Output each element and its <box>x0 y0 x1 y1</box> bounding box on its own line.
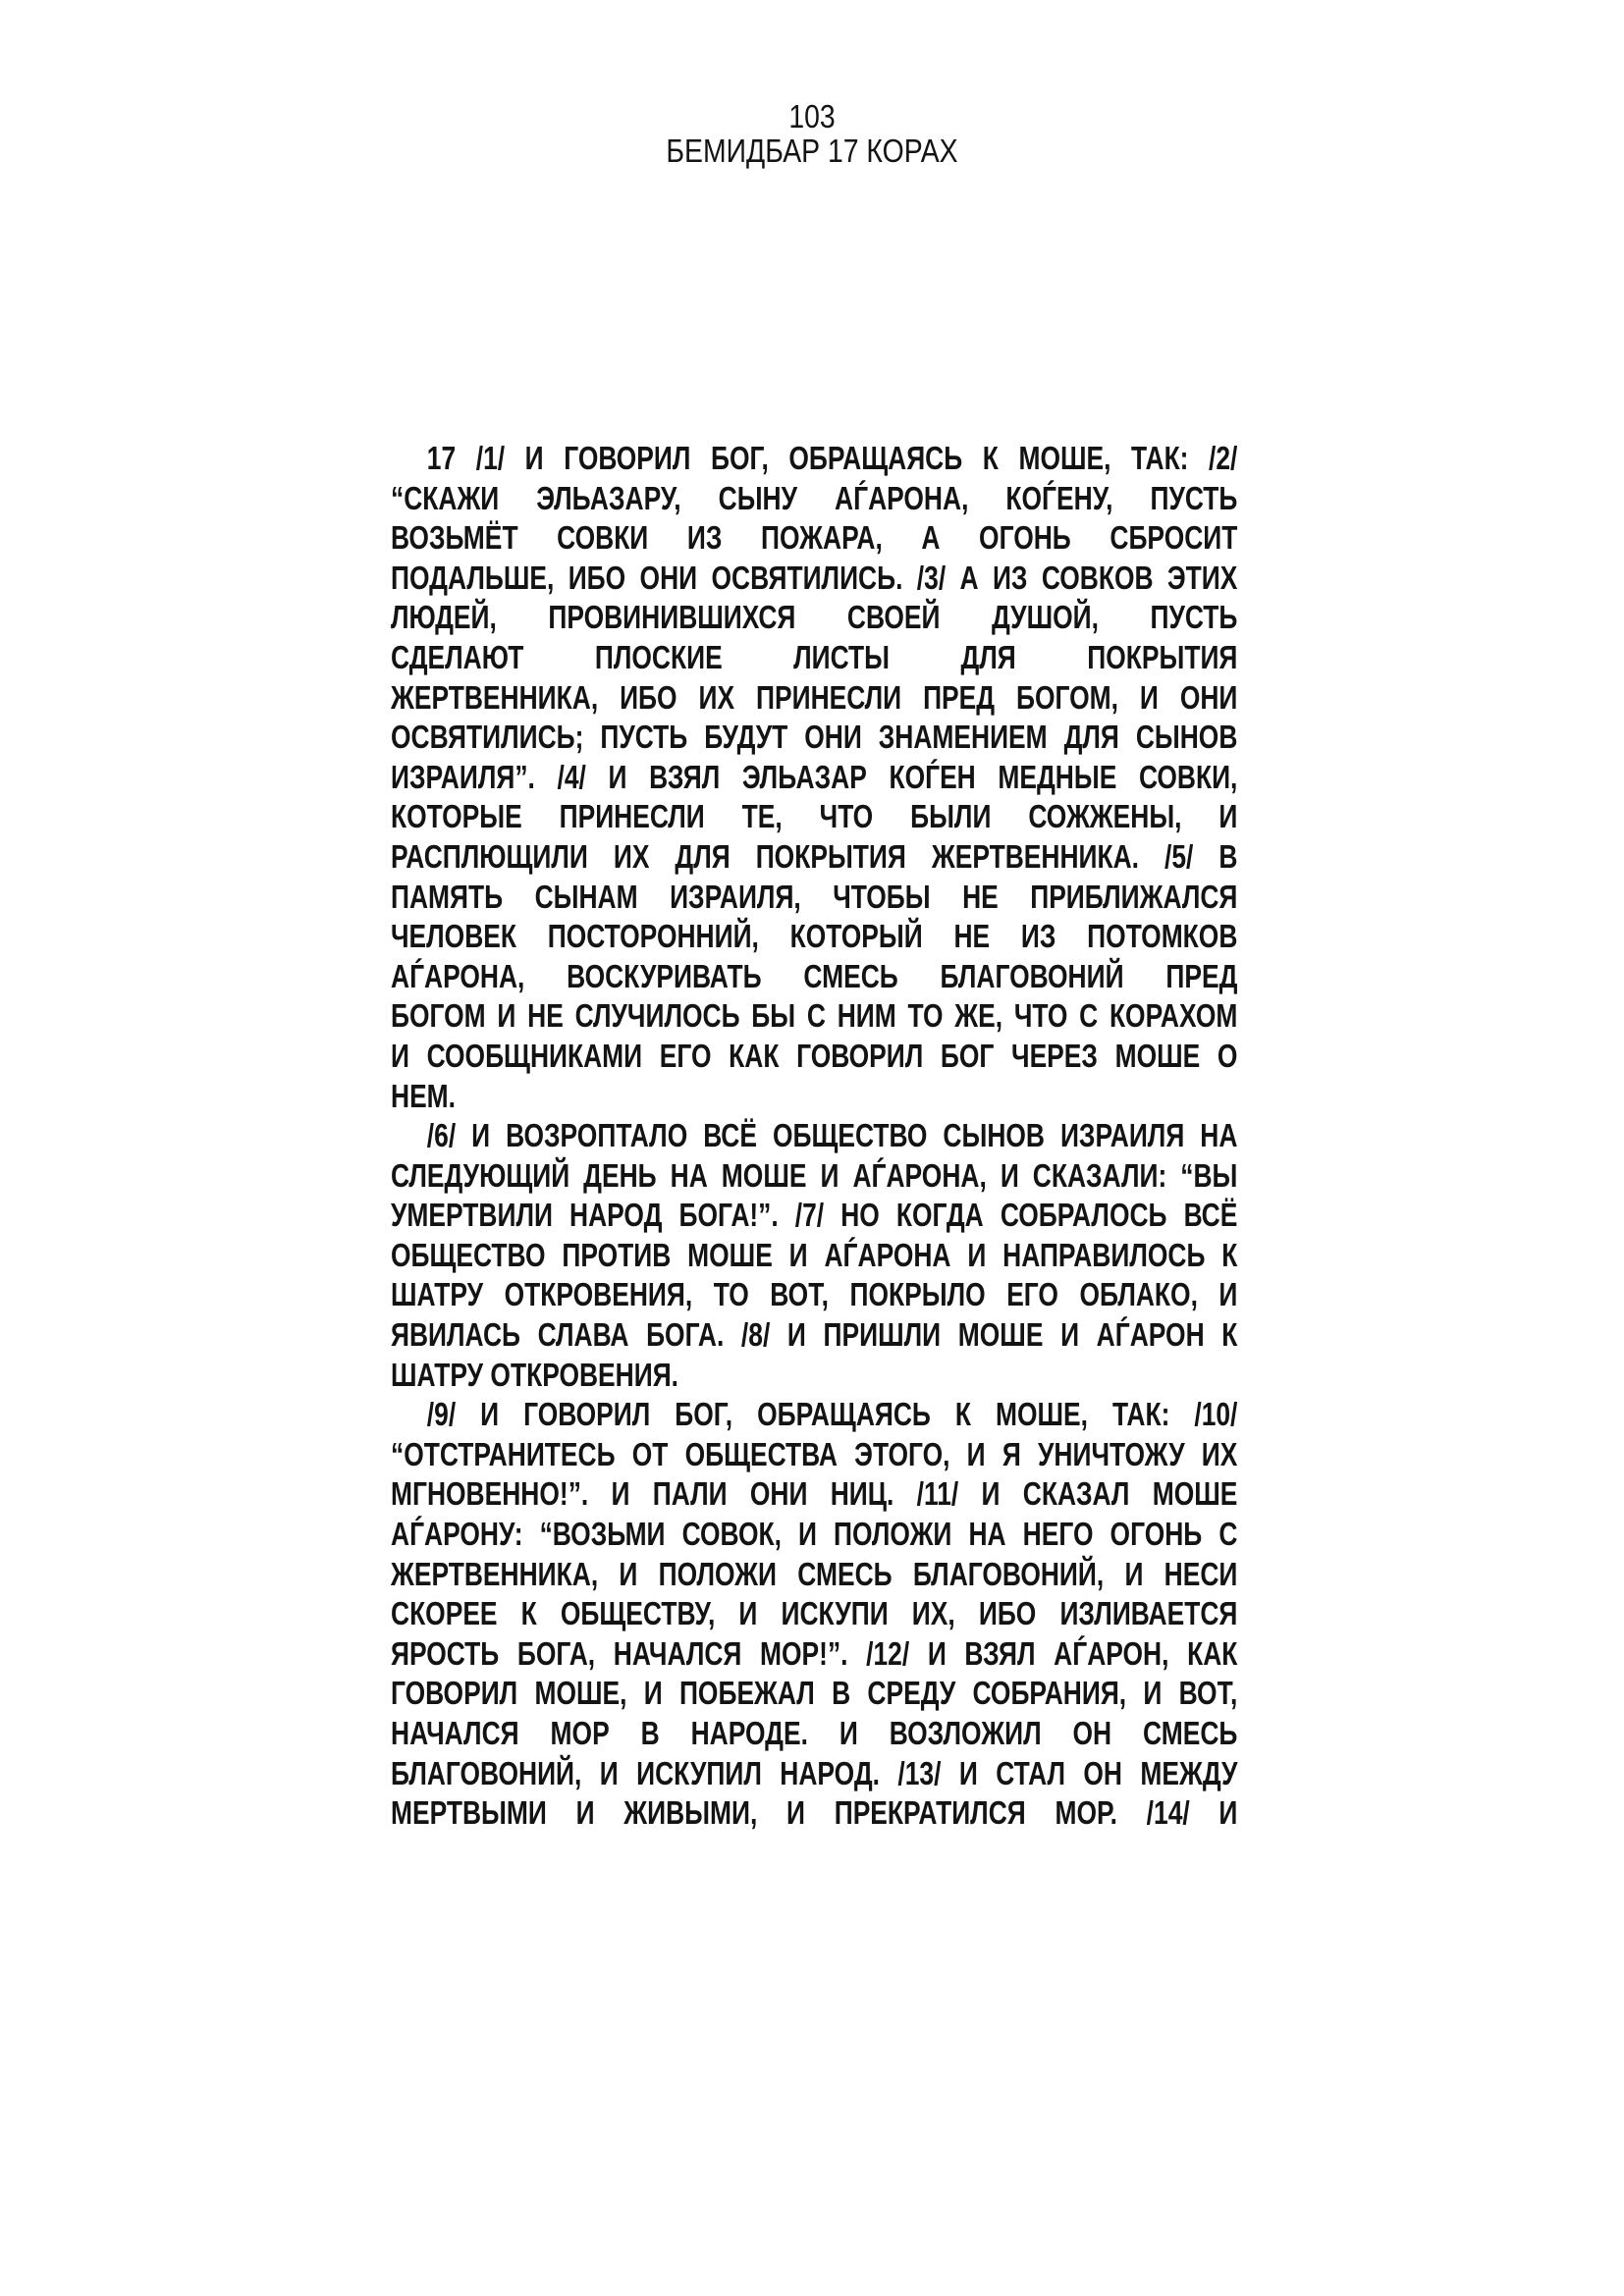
text-line: ПОДАЛЬШЕ, ИБО ОНИ ОСВЯТИЛИСЬ. /3/ А ИЗ СОВКОВ ЭТИХ <box>391 559 1238 596</box>
text-line: СКОРЕЕ К ОБЩЕСТВУ, И ИСКУПИ ИХ, ИБО ИЗЛИВАЕТСЯ <box>391 1595 1238 1632</box>
text-line: НЕМ. <box>391 1077 456 1114</box>
text-line: ОСВЯТИЛИСЬ; ПУСТЬ БУДУТ ОНИ ЗНАМЕНИЕМ ДЛЯ СЫНОВ <box>391 719 1238 756</box>
page-number: 103 <box>788 98 836 134</box>
text-line: КОТОРЫЕ ПРИНЕСЛИ ТЕ, ЧТО БЫЛИ СОЖЖЕНЫ, И <box>391 798 1238 835</box>
text-line: /6/ И ВОЗРОПТАЛО ВСЁ ОБЩЕСТВО СЫНОВ ИЗРАИЛЯ НА <box>426 1117 1238 1154</box>
text-line: БОГОМ И НЕ СЛУЧИЛОСЬ БЫ С НИМ ТО ЖЕ, ЧТО С КОРАХОМ <box>391 997 1238 1035</box>
paragraph <box>391 439 1237 1116</box>
text-line: ГОВОРИЛ МОШЕ, И ПОБЕЖАЛ В СРЕДУ СОБРАНИЯ, И ВОТ, <box>391 1675 1238 1712</box>
text-line: МГНОВЕННО!”. И ПАЛИ ОНИ НИЦ. /11/ И СКАЗАЛ МОШЕ <box>391 1475 1238 1513</box>
text-line: ЯВИЛАСЬ СЛАВА БОГА. /8/ И ПРИШЛИ МОШЕ И АЃАРОН К <box>391 1316 1238 1354</box>
text-line: “ОТСТРАНИТЕСЬ ОТ ОБЩЕСТВА ЭТОГО, И Я УНИЧТОЖУ ИХ <box>391 1435 1238 1472</box>
text-line: АЃАРОНА, ВОСКУРИВАТЬ СМЕСЬ БЛАГОВОНИЙ ПРЕД <box>391 957 1238 994</box>
text-line: ЧЕЛОВЕК ПОСТОРОННИЙ, КОТОРЫЙ НЕ ИЗ ПОТОМКОВ <box>391 918 1238 955</box>
page-header-title: БЕМИДБАР 17 КОРАХ <box>666 133 958 169</box>
text-line: ЛЮДЕЙ, ПРОВИНИВШИХСЯ СВОЕЙ ДУШОЙ, ПУСТЬ <box>391 599 1238 636</box>
text-line: ВОЗЬМЁТ СОВКИ ИЗ ПОЖАРА, А ОГОНЬ СБРОСИТ <box>391 519 1238 557</box>
paragraph <box>391 1116 1237 1395</box>
text-line: МЕРТВЫМИ И ЖИВЫМИ, И ПРЕКРАТИЛСЯ МОР. /14/ И <box>391 1794 1238 1832</box>
body-text <box>391 439 1237 1834</box>
text-line: ЖЕРТВЕННИКА, ИБО ИХ ПРИНЕСЛИ ПРЕД БОГОМ, И ОНИ <box>391 678 1238 716</box>
text-line: НАЧАЛСЯ МОР В НАРОДЕ. И ВОЗЛОЖИЛ ОН СМЕСЬ <box>391 1715 1238 1751</box>
text-line: АЃАРОНУ: “ВОЗЬМИ СОВОК, И ПОЛОЖИ НА НЕГО ОГОНЬ С <box>391 1516 1238 1553</box>
page-head <box>114 99 1510 168</box>
text-line: ШАТРУ ОТКРОВЕНИЯ. <box>391 1356 679 1393</box>
text-line: “СКАЖИ ЭЛЬАЗАРУ, СЫНУ АЃАРОНА, КОЃЕНУ, ПУСТЬ <box>391 479 1238 516</box>
text-line: РАСПЛЮЩИЛИ ИХ ДЛЯ ПОКРЫТИЯ ЖЕРТВЕННИКА. /5/ В <box>391 837 1238 875</box>
text-line: ОБЩЕСТВО ПРОТИВ МОШЕ И АЃАРОНА И НАПРАВИЛОСЬ К <box>391 1236 1238 1273</box>
text-line: ЖЕРТВЕННИКА, И ПОЛОЖИ СМЕСЬ БЛАГОВОНИЙ, И НЕСИ <box>391 1555 1238 1592</box>
text-line: СЛЕДУЮЩИЙ ДЕНЬ НА МОШЕ И АЃАРОНА, И СКАЗАЛИ: “ВЫ <box>391 1156 1238 1194</box>
text-line: ИЗРАИЛЯ”. /4/ И ВЗЯЛ ЭЛЬАЗАР КОЃЕН МЕДНЫЕ СОВКИ, <box>391 758 1238 795</box>
paragraph <box>391 1395 1237 1834</box>
text-line: И СООБЩНИКАМИ ЕГО КАК ГОВОРИЛ БОГ ЧЕРЕЗ МОШЕ О <box>391 1037 1238 1074</box>
text-line: ЯРОСТЬ БОГА, НАЧАЛСЯ МОР!”. /12/ И ВЗЯЛ АЃАРОН, КАК <box>391 1634 1238 1672</box>
text-line: ШАТРУ ОТКРОВЕНИЯ, ТО ВОТ, ПОКРЫЛО ЕГО ОБЛАКО, И <box>391 1276 1238 1313</box>
text-line: УМЕРТВИЛИ НАРОД БОГА!”. /7/ НО КОГДА СОБРАЛОСЬ ВСЁ <box>391 1197 1238 1234</box>
text-line: БЛАГОВОНИЙ, И ИСКУПИЛ НАРОД. /13/ И СТАЛ ОН МЕЖДУ <box>391 1754 1238 1791</box>
text-line: 17 /1/ И ГОВОРИЛ БОГ, ОБРАЩАЯСЬ К МОШЕ, ТАК: /2/ <box>426 440 1238 476</box>
text-line: ПАМЯТЬ СЫНАМ ИЗРАИЛЯ, ЧТОБЫ НЕ ПРИБЛИЖАЛСЯ <box>391 878 1238 915</box>
text-line: СДЕЛАЮТ ПЛОСКИЕ ЛИСТЫ ДЛЯ ПОКРЫТИЯ <box>391 638 1238 675</box>
text-line: /9/ И ГОВОРИЛ БОГ, ОБРАЩАЯСЬ К МОШЕ, ТАК: /10/ <box>426 1396 1238 1433</box>
